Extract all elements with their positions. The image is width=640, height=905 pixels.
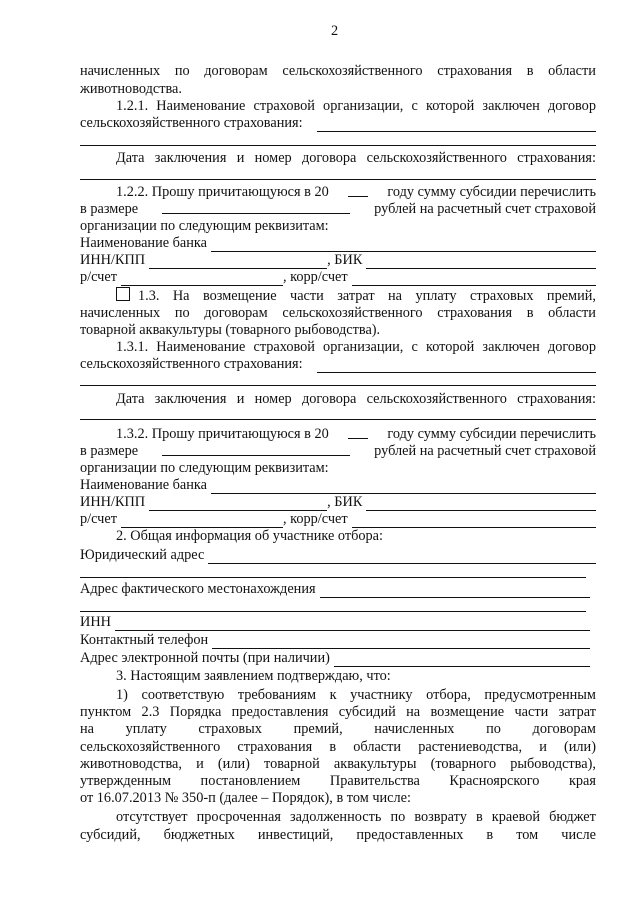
word: в xyxy=(526,63,534,79)
year-field[interactable] xyxy=(348,425,368,439)
account-line xyxy=(80,510,596,528)
word: Красноярского xyxy=(449,773,540,789)
text-line xyxy=(116,425,596,443)
word: сельскохозяйственного xyxy=(282,63,423,79)
word: краевой xyxy=(491,809,541,825)
field-label: сельскохозяйственного страхования: xyxy=(80,115,303,131)
word: задолженность xyxy=(290,809,382,825)
word: заключен xyxy=(482,339,540,355)
word: возврату xyxy=(414,809,467,825)
inn-field[interactable] xyxy=(115,617,590,631)
text-line xyxy=(80,442,596,460)
word: страхования: xyxy=(517,150,596,166)
text-line xyxy=(116,338,596,356)
phone-field[interactable] xyxy=(212,635,590,649)
text-line xyxy=(80,755,596,773)
text-line xyxy=(80,200,596,218)
account-field[interactable] xyxy=(121,272,283,286)
contract-date-field[interactable] xyxy=(80,179,596,180)
word: соответствую xyxy=(141,687,225,703)
text-fragment: году сумму субсидии перечислить xyxy=(387,184,596,200)
word: Порядка xyxy=(169,704,222,720)
text-fragment: году сумму субсидии перечислить xyxy=(387,426,596,442)
word: по xyxy=(174,63,190,79)
email-line xyxy=(80,649,590,667)
word: части xyxy=(514,704,549,720)
word: Наименование xyxy=(156,339,246,355)
field-label: Юридический адрес xyxy=(80,547,205,563)
text-line xyxy=(116,686,596,704)
word: субсидий, xyxy=(80,827,141,843)
text-line xyxy=(116,287,596,305)
insurer-name-continuation[interactable] xyxy=(80,385,596,386)
word: на xyxy=(406,704,421,720)
word: сельскохозяйственного xyxy=(366,150,507,166)
word: которой xyxy=(425,339,475,355)
field-label: ИНН xyxy=(80,614,111,630)
text-fragment: рублей на расчетный счет страховой xyxy=(374,443,596,459)
text-line xyxy=(80,772,596,790)
word: с xyxy=(411,98,418,114)
word: заключения xyxy=(154,150,227,166)
inn-bik-line xyxy=(80,251,596,269)
word: в xyxy=(329,739,337,755)
word: в xyxy=(475,809,483,825)
word: (или) xyxy=(217,756,250,772)
word: предусмотренным xyxy=(484,687,596,703)
account-line xyxy=(80,268,596,286)
word: отсутствует xyxy=(116,809,188,825)
word: Наименование xyxy=(156,98,246,114)
text-line xyxy=(116,390,596,408)
year-field[interactable] xyxy=(348,183,368,197)
text-line: животноводства. xyxy=(80,81,182,97)
word: растениеводства, xyxy=(418,739,523,755)
word: 1) xyxy=(116,687,128,703)
word: страховой xyxy=(253,98,315,114)
word: Дата xyxy=(116,391,145,407)
text-fragment: в размере xyxy=(80,201,139,217)
word: номер xyxy=(254,391,292,407)
word: инвестиций, xyxy=(257,827,334,843)
word: договорам xyxy=(204,305,268,321)
section-heading: 2. Общая информация об участнике отбора: xyxy=(116,528,383,544)
field-label: р/счет xyxy=(80,269,117,285)
word: товарной xyxy=(264,756,320,772)
text-line xyxy=(80,304,596,322)
word: пунктом xyxy=(80,704,132,720)
word: договор xyxy=(547,339,596,355)
word: аквакультуры xyxy=(333,756,417,772)
word: предоставленных xyxy=(356,827,464,843)
word: возмещение xyxy=(430,704,505,720)
field-label: Контактный телефон xyxy=(80,632,209,648)
word: бюджет xyxy=(549,809,596,825)
word: числе xyxy=(561,827,596,843)
field-label: , корр/счет xyxy=(282,511,348,527)
insurer-name-continuation[interactable] xyxy=(80,145,596,146)
word: с xyxy=(411,339,418,355)
word: начисленных xyxy=(374,721,455,737)
word: области xyxy=(548,63,596,79)
legal-address-line xyxy=(80,546,596,564)
word: страхования xyxy=(437,305,513,321)
word: (или) xyxy=(564,739,596,755)
field-label: р/счет xyxy=(80,511,117,527)
word: страховой xyxy=(253,339,315,355)
page-number: 2 xyxy=(331,23,339,39)
checkbox-1-3[interactable] xyxy=(116,287,130,301)
word: страховых xyxy=(198,721,262,737)
actual-address-field[interactable] xyxy=(320,584,590,598)
word: животноводства, xyxy=(80,756,182,772)
word: уплату xyxy=(125,721,167,737)
bank-name-line xyxy=(80,234,596,252)
word: номер xyxy=(254,150,292,166)
actual-address-line xyxy=(80,580,590,598)
word: сельскохозяйственного xyxy=(366,391,507,407)
field-label: , БИК xyxy=(327,494,363,510)
word: Правительства xyxy=(329,773,420,789)
legal-address-field[interactable] xyxy=(208,550,596,564)
field-label: сельскохозяйственного страхования: xyxy=(80,356,303,372)
word: и xyxy=(236,150,245,166)
word: 1.2.1. xyxy=(116,98,149,114)
field-label: ИНН/КПП xyxy=(80,252,146,268)
word: области xyxy=(353,739,402,755)
amount-field[interactable] xyxy=(162,200,350,214)
section-heading: 3. Настоящим заявлением подтверждаю, что: xyxy=(116,668,391,684)
text-line xyxy=(116,808,596,826)
field-label: ИНН/КПП xyxy=(80,494,146,510)
word: организации, xyxy=(323,339,404,355)
word: организации, xyxy=(323,98,404,114)
field-label: Наименование банка xyxy=(80,235,207,251)
bik-field[interactable] xyxy=(366,497,596,511)
word: бюджетных xyxy=(163,827,235,843)
text-fragment: рублей на расчетный счет страховой xyxy=(374,201,596,217)
contract-date-field[interactable] xyxy=(80,419,596,420)
word: предоставления xyxy=(231,704,329,720)
word: требованиям xyxy=(237,687,317,703)
corr-account-field[interactable] xyxy=(352,272,596,286)
word: по xyxy=(390,809,406,825)
word: в xyxy=(486,827,494,843)
text-line xyxy=(116,97,596,115)
text-line xyxy=(80,703,596,721)
inn-line xyxy=(80,613,590,631)
word: договорам xyxy=(532,721,596,737)
word: начисленных xyxy=(80,305,161,321)
text-line xyxy=(80,826,596,844)
text-fragment: 1.3.2. Прошу причитающуюся в 20 xyxy=(116,426,329,442)
word: участнику xyxy=(350,687,413,703)
account-field[interactable] xyxy=(121,514,283,528)
inn-bik-line xyxy=(80,493,596,511)
word: и xyxy=(236,391,245,407)
word: сельскохозяйственного xyxy=(282,305,423,321)
text-fragment: 1.2.2. Прошу причитающуюся в 20 xyxy=(116,184,329,200)
text-fragment: в размере xyxy=(80,443,139,459)
word: начисленных xyxy=(80,63,161,79)
word: затрат xyxy=(558,704,596,720)
field-label: Адрес электронной почты (при наличии) xyxy=(80,650,330,666)
text-line: организации по следующим реквизитам: xyxy=(80,460,329,476)
insurer-name-line xyxy=(80,355,596,373)
word: утвержденным xyxy=(80,773,172,789)
text-line xyxy=(80,62,596,80)
bik-field[interactable] xyxy=(366,255,596,269)
phone-line xyxy=(80,631,590,649)
text-line: организации по следующим реквизитам: xyxy=(80,218,329,234)
word: страхования xyxy=(237,739,313,755)
text-line xyxy=(80,720,596,738)
actual-address-continuation[interactable] xyxy=(80,611,586,612)
word: на xyxy=(80,721,94,737)
field-label: , корр/счет xyxy=(282,269,348,285)
email-field[interactable] xyxy=(334,653,590,667)
word: постановлением xyxy=(200,773,301,789)
word: рыбоводства), xyxy=(510,756,596,772)
bank-name-field[interactable] xyxy=(211,238,596,252)
word: 2.3 xyxy=(141,704,160,720)
word: сельскохозяйственного xyxy=(80,739,221,755)
word: заключения xyxy=(154,391,227,407)
word: и xyxy=(539,739,547,755)
bank-name-field[interactable] xyxy=(211,480,596,494)
insurer-name-line xyxy=(80,114,596,132)
word: по xyxy=(486,721,501,737)
word: в xyxy=(526,305,534,321)
word: 1.3.1. xyxy=(116,339,149,355)
insurer-name-field[interactable] xyxy=(317,359,596,373)
text-line xyxy=(80,738,596,756)
word: субсидий xyxy=(338,704,396,720)
text-line xyxy=(116,183,596,201)
word: края xyxy=(568,773,596,789)
text-line xyxy=(116,149,596,167)
word: области xyxy=(548,305,596,321)
word: договор xyxy=(547,98,596,114)
word: Дата xyxy=(116,150,145,166)
text-fragment: 1.3. На возмещение части затрат на уплату страховых премий, xyxy=(138,288,596,304)
bank-name-line xyxy=(80,476,596,494)
word: договора xyxy=(301,150,357,166)
inn-kpp-field[interactable] xyxy=(149,255,327,269)
word: том xyxy=(516,827,539,843)
corr-account-field[interactable] xyxy=(352,514,596,528)
legal-address-continuation[interactable] xyxy=(80,577,586,578)
word: премий, xyxy=(293,721,343,737)
word: страхования: xyxy=(517,391,596,407)
word: по xyxy=(174,305,190,321)
field-label: , БИК xyxy=(327,252,363,268)
word: к xyxy=(329,687,337,703)
word: просроченная xyxy=(196,809,281,825)
inn-kpp-field[interactable] xyxy=(149,497,327,511)
word: договорам xyxy=(204,63,268,79)
word: (товарного xyxy=(430,756,497,772)
word: страхования xyxy=(437,63,513,79)
text-line: от 16.07.2013 № 350-п (далее – Порядок), в том числе: xyxy=(80,790,411,806)
word: заключен xyxy=(482,98,540,114)
field-label: Адрес фактического местонахождения xyxy=(80,581,316,597)
insurer-name-field[interactable] xyxy=(317,118,596,132)
text-line: товарной аквакультуры (товарного рыбоводства). xyxy=(80,322,381,338)
amount-field[interactable] xyxy=(162,442,350,456)
word: которой xyxy=(425,98,475,114)
word: и xyxy=(196,756,204,772)
word: отбора, xyxy=(426,687,471,703)
field-label: Наименование банка xyxy=(80,477,207,493)
word: договора xyxy=(301,391,357,407)
